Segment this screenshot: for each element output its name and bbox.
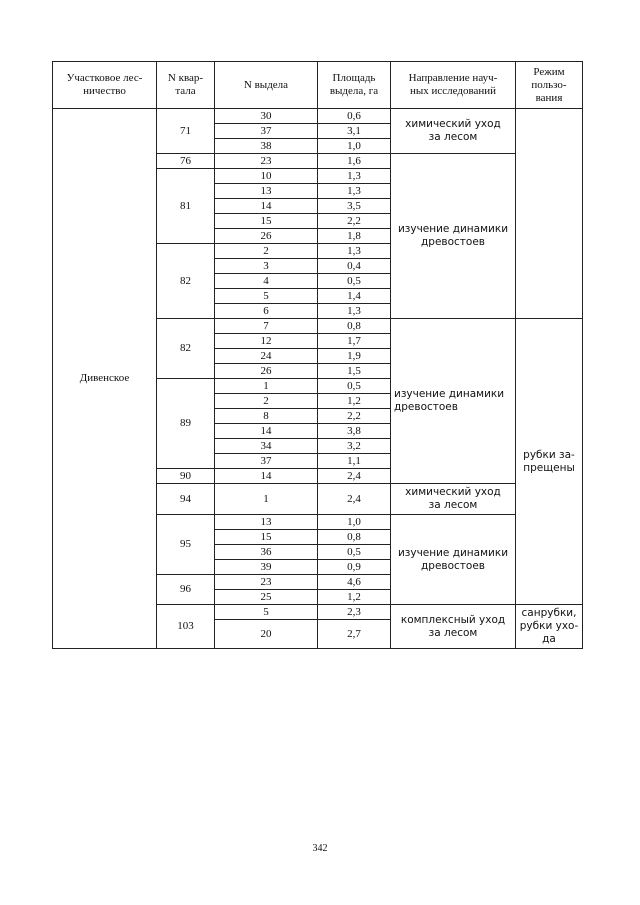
vydel-cell: 7: [215, 319, 318, 334]
vydel-cell: 2: [215, 394, 318, 409]
vydel-cell: 30: [215, 109, 318, 124]
kvartal-cell: 71: [157, 109, 215, 154]
area-cell: 3,1: [318, 124, 391, 139]
kvartal-cell: 90: [157, 469, 215, 484]
vydel-cell: 37: [215, 124, 318, 139]
header-vydel: N выдела: [215, 62, 318, 109]
area-cell: 1,3: [318, 304, 391, 319]
vydel-cell: 14: [215, 424, 318, 439]
district-cell: Дивенское: [53, 109, 157, 649]
area-cell: 2,4: [318, 469, 391, 484]
area-cell: 1,3: [318, 169, 391, 184]
area-cell: 1,0: [318, 139, 391, 154]
area-cell: 2,4: [318, 484, 391, 515]
vydel-cell: 4: [215, 274, 318, 289]
vydel-cell: 34: [215, 439, 318, 454]
forest-table: [52, 61, 583, 649]
kvartal-cell: 76: [157, 154, 215, 169]
area-cell: 1,2: [318, 590, 391, 605]
area-cell: 1,3: [318, 184, 391, 199]
area-cell: 2,2: [318, 409, 391, 424]
area-cell: 0,5: [318, 379, 391, 394]
vydel-cell: 23: [215, 575, 318, 590]
vydel-cell: 3: [215, 259, 318, 274]
header-direction: Направление науч- ных исследований: [391, 62, 516, 109]
area-cell: 1,8: [318, 229, 391, 244]
area-cell: 3,5: [318, 199, 391, 214]
header-row: [53, 62, 583, 109]
table-row: [53, 109, 583, 124]
header-regime: Режим пользо- вания: [516, 62, 583, 109]
direction-cell: химический уход за лесом: [391, 109, 516, 154]
area-cell: 0,8: [318, 319, 391, 334]
vydel-cell: 5: [215, 289, 318, 304]
vydel-cell: 36: [215, 545, 318, 560]
vydel-cell: 26: [215, 364, 318, 379]
area-cell: 0,8: [318, 530, 391, 545]
vydel-cell: 15: [215, 214, 318, 229]
regime-cell: рубки за- прещены: [516, 319, 583, 605]
area-cell: 2,7: [318, 620, 391, 649]
kvartal-cell: 94: [157, 484, 215, 515]
vydel-cell: 20: [215, 620, 318, 649]
vydel-cell: 12: [215, 334, 318, 349]
vydel-cell: 8: [215, 409, 318, 424]
vydel-cell: 26: [215, 229, 318, 244]
area-cell: 3,2: [318, 439, 391, 454]
direction-cell: изучение динамики древостоев: [391, 154, 516, 319]
area-cell: 0,6: [318, 109, 391, 124]
vydel-cell: 15: [215, 530, 318, 545]
area-cell: 0,9: [318, 560, 391, 575]
area-cell: 1,0: [318, 515, 391, 530]
area-cell: 1,5: [318, 364, 391, 379]
area-cell: 2,2: [318, 214, 391, 229]
vydel-cell: 1: [215, 484, 318, 515]
kvartal-cell: 95: [157, 515, 215, 575]
kvartal-cell: 103: [157, 605, 215, 649]
area-cell: 0,4: [318, 259, 391, 274]
vydel-cell: 10: [215, 169, 318, 184]
area-cell: 1,3: [318, 244, 391, 259]
area-cell: 1,2: [318, 394, 391, 409]
direction-cell: химический уход за лесом: [391, 484, 516, 515]
area-cell: 2,3: [318, 605, 391, 620]
area-cell: 1,1: [318, 454, 391, 469]
area-cell: 0,5: [318, 545, 391, 560]
area-cell: 1,4: [318, 289, 391, 304]
vydel-cell: 39: [215, 560, 318, 575]
vydel-cell: 24: [215, 349, 318, 364]
regime-cell: санрубки, рубки ухо- да: [516, 605, 583, 649]
direction-cell: изучение динамики древостоев: [391, 515, 516, 605]
direction-cell: изучение динамики древостоев: [391, 319, 516, 484]
vydel-cell: 14: [215, 469, 318, 484]
vydel-cell: 14: [215, 199, 318, 214]
vydel-cell: 25: [215, 590, 318, 605]
vydel-cell: 5: [215, 605, 318, 620]
page-number: 342: [312, 843, 328, 854]
vydel-cell: 38: [215, 139, 318, 154]
area-cell: 3,8: [318, 424, 391, 439]
header-district: Участковое лес- ничество: [53, 62, 157, 109]
vydel-cell: 37: [215, 454, 318, 469]
header-kvartal: N квар- тала: [157, 62, 215, 109]
kvartal-cell: 96: [157, 575, 215, 605]
area-cell: 4,6: [318, 575, 391, 590]
kvartal-cell: 81: [157, 169, 215, 244]
vydel-cell: 13: [215, 515, 318, 530]
vydel-cell: 13: [215, 184, 318, 199]
area-cell: 1,6: [318, 154, 391, 169]
area-cell: 1,7: [318, 334, 391, 349]
vydel-cell: 23: [215, 154, 318, 169]
kvartal-cell: 82: [157, 319, 215, 379]
direction-cell: комплексный уход за лесом: [391, 605, 516, 649]
vydel-cell: 2: [215, 244, 318, 259]
vydel-cell: 6: [215, 304, 318, 319]
area-cell: 1,9: [318, 349, 391, 364]
kvartal-cell: 82: [157, 244, 215, 319]
vydel-cell: 1: [215, 379, 318, 394]
header-area: Площадь выдела, га: [318, 62, 391, 109]
kvartal-cell: 89: [157, 379, 215, 469]
regime-cell: [516, 109, 583, 319]
area-cell: 0,5: [318, 274, 391, 289]
